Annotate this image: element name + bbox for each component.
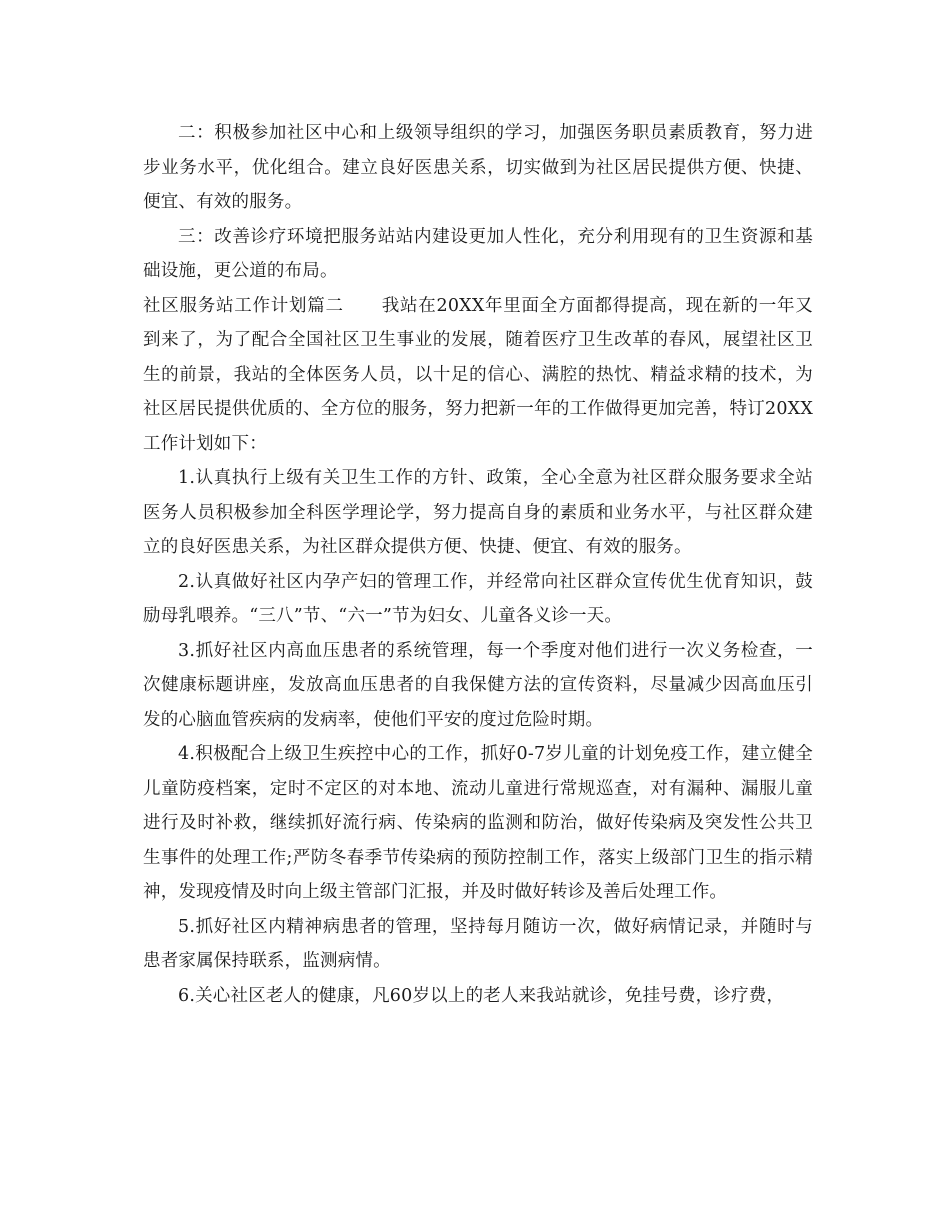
paragraph-point-2 — [143, 565, 813, 634]
paragraph-point-6 — [143, 979, 813, 1014]
paragraph-point-5 — [143, 910, 813, 979]
paragraph-item-3 — [143, 220, 813, 289]
section-heading: 社区服务站工作计划篇二 — [143, 295, 344, 316]
paragraph-text: 二：积极参加社区中心和上级领导组织的学习，加强医务职员素质教育，努力进步业务水平，优化组合。建立良好医患关系，切实做到为社区居民提供方便、快捷、便宜、有效的服务。 — [143, 123, 813, 212]
paragraph-text: 我站在20XX年里面全方面都得提高，现在新的一年又到来了，为了配合全国社区卫生事业的发展，随着医疗卫生改革的春风，展望社区卫生的前景，我站的全体医务人员，以十足的信心、满腔的热忱、精益求精的技术，为社区居民提供优质的、全方位的服务，努力把新一年的工作做得更加完善，特订20XX工作计划如下： — [143, 295, 814, 454]
paragraph-text: 2.认真做好社区内孕产妇的管理工作，并经常向社区群众宣传优生优育知识，鼓励母乳喂养。“三八”节、“六一”节为妇女、儿童各义诊一天。 — [143, 571, 813, 626]
paragraph-text: 三：改善诊疗环境把服务站站内建设更加人性化，充分利用现有的卫生资源和基础设施，更公道的布局。 — [143, 226, 813, 281]
paragraph-text: 6.关心社区老人的健康，凡60岁以上的老人来我站就诊，免挂号费，诊疗费， — [178, 985, 785, 1006]
paragraph-point-1 — [143, 461, 813, 565]
paragraph-point-4 — [143, 737, 813, 910]
paragraph-section-two — [143, 289, 813, 462]
document-body — [143, 116, 813, 1013]
paragraph-text: 4.积极配合上级卫生疾控中心的工作，抓好0-7岁儿童的计划免疫工作，建立健全儿童防疫档案，定时不定区的对本地、流动儿童进行常规巡查，对有漏种、漏服儿童进行及时补救，继续抓好流行病、传染病的监测和防治，做好传染病及突发性公共卫生事件的处理工作;严防冬春季节传染病的预防控制工作，落实上级部门卫生的指示精神，发现疫情及时向上级主管部门汇报，并及时做好转诊及善后处理工作。 — [143, 744, 813, 902]
paragraph-text: 3.抓好社区内高血压患者的系统管理，每一个季度对他们进行一次义务检查，一次健康标题讲座，发放高血压患者的自我保健方法的宣传资料，尽量减少因高血压引发的心脑血管疾病的发病率，使他们平安的度过危险时期。 — [143, 640, 813, 730]
paragraph-point-3 — [143, 634, 813, 738]
paragraph-item-2 — [143, 116, 813, 220]
paragraph-text: 1.认真执行上级有关卫生工作的方针、政策，全心全意为社区群众服务要求全站医务人员积极参加全科医学理论学，努力提高自身的素质和业务水平，与社区群众建立的良好医患关系，为社区群众提供方便、快捷、便宜、有效的服务。 — [143, 468, 813, 557]
paragraph-text: 5.抓好社区内精神病患者的管理，坚持每月随访一次，做好病情记录，并随时与患者家属保持联系，监测病情。 — [143, 916, 813, 971]
